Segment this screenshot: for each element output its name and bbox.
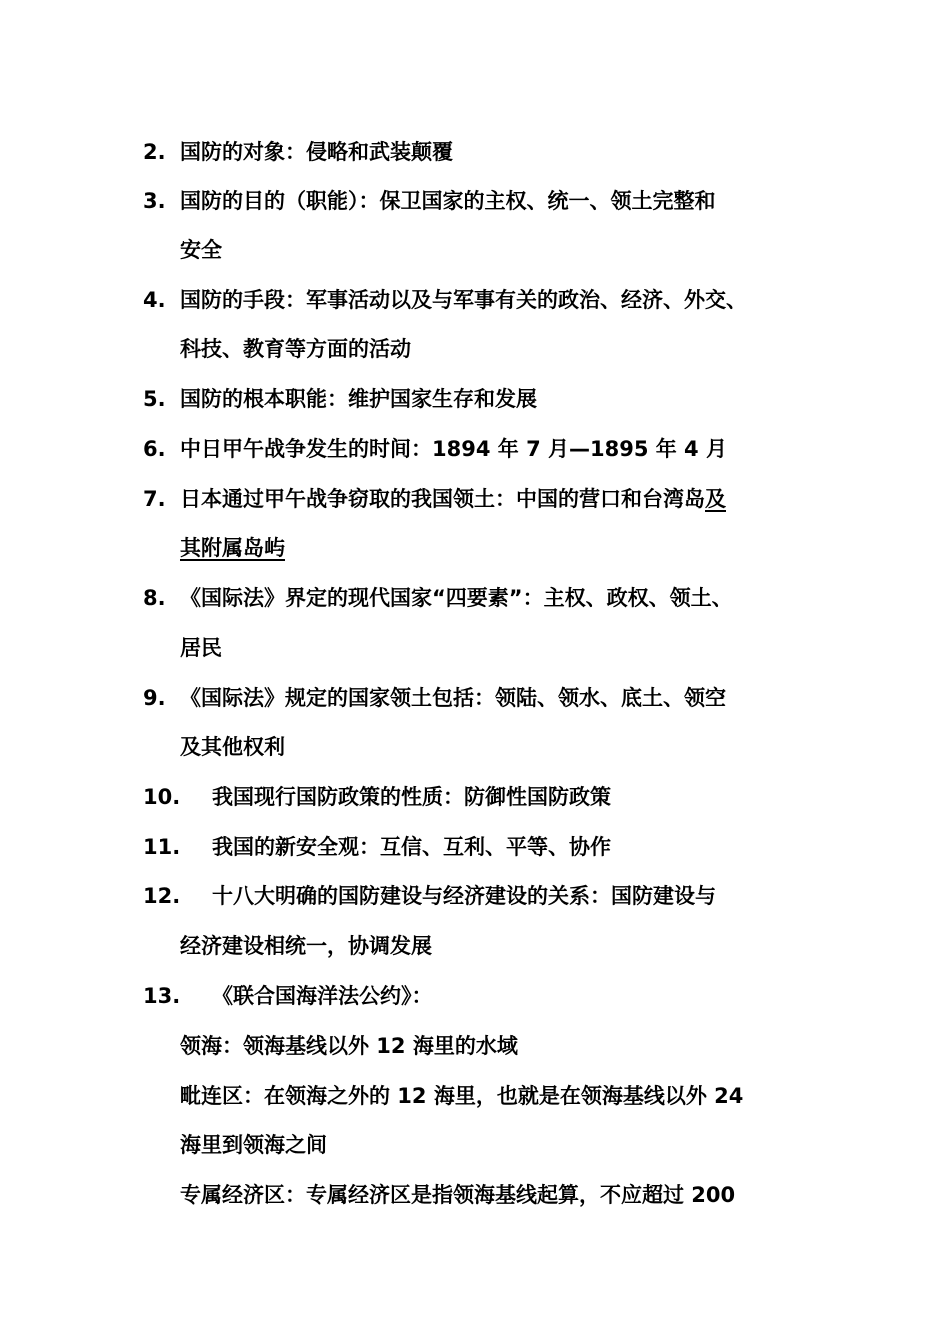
item-continuation: 居民 bbox=[180, 636, 222, 660]
sub-item-territorial-sea bbox=[0, 1026, 950, 1066]
item-number: 11. bbox=[143, 835, 181, 859]
list-item-2 bbox=[0, 132, 950, 172]
list-item-6 bbox=[0, 429, 950, 469]
list-item-12 bbox=[0, 876, 950, 916]
list-item-13 bbox=[0, 976, 950, 1016]
item-continuation: 科技、教育等方面的活动 bbox=[180, 337, 411, 361]
list-item-11 bbox=[0, 827, 950, 867]
sub-item-contiguous-zone bbox=[0, 1076, 950, 1116]
item-number: 4. bbox=[143, 288, 166, 312]
item-number: 9. bbox=[143, 686, 166, 710]
list-item-3 bbox=[0, 181, 950, 221]
item-text-underlined: 及 bbox=[705, 487, 726, 511]
list-item-8 bbox=[0, 578, 950, 618]
sub-item-text: 专属经济区：专属经济区是指领海基线起算，不应超过 200 bbox=[180, 1183, 736, 1207]
sub-item-contiguous-zone-continuation bbox=[0, 1125, 950, 1165]
item-number: 10. bbox=[143, 785, 181, 809]
item-text: 中日甲午战争发生的时间：1894 年 7 月—1895 年 4 月 bbox=[180, 437, 727, 461]
item-number: 2. bbox=[143, 140, 166, 164]
list-item-3-continuation bbox=[0, 230, 950, 270]
item-text: 《国际法》规定的国家领土包括：领陆、领水、底土、领空 bbox=[180, 686, 726, 710]
list-item-7-continuation bbox=[0, 528, 950, 568]
item-text: 国防的目的（职能）：保卫国家的主权、统一、领土完整和 bbox=[180, 189, 716, 213]
item-text: 国防的对象：侵略和武装颠覆 bbox=[180, 140, 453, 164]
item-number: 7. bbox=[143, 487, 166, 511]
list-item-7 bbox=[0, 479, 950, 519]
item-text-group bbox=[180, 479, 726, 519]
item-continuation: 经济建设相统一，协调发展 bbox=[180, 934, 432, 958]
sub-item-exclusive-economic-zone bbox=[0, 1175, 950, 1215]
item-continuation: 及其他权利 bbox=[180, 735, 285, 759]
list-item-9 bbox=[0, 678, 950, 718]
item-number: 12. bbox=[143, 884, 181, 908]
item-text: 十八大明确的国防建设与经济建设的关系：国防建设与 bbox=[212, 884, 716, 908]
item-text: 国防的手段：军事活动以及与军事有关的政治、经济、外交、 bbox=[180, 288, 747, 312]
list-item-8-continuation bbox=[0, 628, 950, 668]
item-text: 我国现行国防政策的性质：防御性国防政策 bbox=[212, 785, 611, 809]
item-number: 13. bbox=[143, 984, 181, 1008]
item-continuation-underlined: 其附属岛屿 bbox=[180, 536, 285, 560]
item-number: 5. bbox=[143, 387, 166, 411]
item-text: 日本通过甲午战争窃取的我国领土：中国的营口和台湾岛 bbox=[180, 487, 705, 511]
sub-item-text: 海里到领海之间 bbox=[180, 1133, 327, 1157]
sub-item-text: 毗连区：在领海之外的 12 海里，也就是在领海基线以外 24 bbox=[180, 1084, 744, 1108]
list-item-9-continuation bbox=[0, 727, 950, 767]
item-number: 8. bbox=[143, 586, 166, 610]
item-number: 6. bbox=[143, 437, 166, 461]
item-continuation: 安全 bbox=[180, 238, 222, 262]
sub-item-text: 领海：领海基线以外 12 海里的水域 bbox=[180, 1034, 518, 1058]
list-item-10 bbox=[0, 777, 950, 817]
item-number: 3. bbox=[143, 189, 166, 213]
list-item-4-continuation bbox=[0, 329, 950, 369]
item-text: 国防的根本职能：维护国家生存和发展 bbox=[180, 387, 537, 411]
list-item-5 bbox=[0, 379, 950, 419]
item-text: 我国的新安全观：互信、互利、平等、协作 bbox=[212, 835, 611, 859]
list-item-4 bbox=[0, 280, 950, 320]
list-item-12-continuation bbox=[0, 926, 950, 966]
item-text: 《联合国海洋法公约》： bbox=[212, 984, 433, 1008]
item-text: 《国际法》界定的现代国家“四要素”：主权、政权、领土、 bbox=[180, 586, 733, 610]
